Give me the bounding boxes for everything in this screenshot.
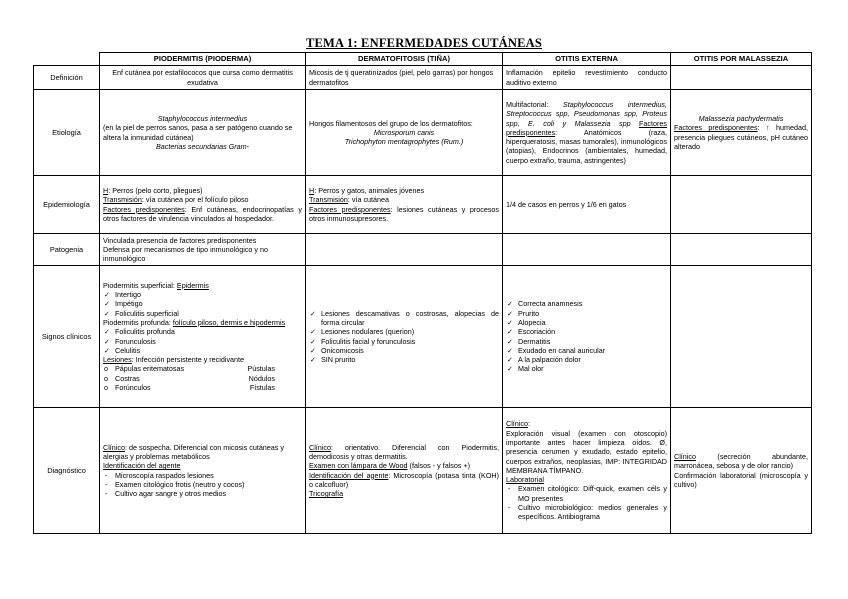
list-item: ✓ Exudado en canal auricular	[506, 346, 667, 355]
mal-fp-text: : ↑ humedad, presencia pliegues cutáneos, pH cutáneo alterado	[674, 123, 809, 151]
list-item: ✓ Onicomicosis	[309, 346, 499, 355]
lesion-a: o Forúnculos	[115, 382, 151, 392]
list-item: ✓ Intertigo	[103, 290, 302, 299]
derma-signos-list	[309, 309, 499, 365]
epidemiologia-piodermitis	[100, 176, 306, 234]
otitis-signos-list	[506, 299, 667, 373]
derma-h-label: H	[309, 185, 315, 195]
diagnostico-piodermitis	[100, 408, 306, 534]
pio-lesiones-label: Lesiones	[103, 355, 132, 365]
list-item	[103, 383, 302, 392]
list-item: ✓ Correcta anamnesis	[506, 299, 667, 308]
header-otitis-externa: OTITIS EXTERNA	[503, 53, 671, 66]
derma-dx-id-text: : Microscopía (potasa tinta (KOH) o calcofluor)	[309, 470, 499, 489]
list-item: ✓ Forunculosis	[103, 337, 302, 346]
list-item: ✓ Impétigo	[103, 299, 302, 308]
pio-prof-layer: folículo piloso, dermis e hipodermis	[172, 317, 286, 327]
comparison-table	[33, 52, 812, 534]
header-dermatofitosis: DERMATOFITOSIS (TIÑA)	[306, 53, 503, 66]
pio-tr-label: Transmisión	[103, 195, 142, 205]
mal-fp-label: Factores predisponentes	[674, 123, 758, 133]
patogenia-piodermitis	[100, 234, 306, 266]
etiologia-piodermitis	[100, 90, 306, 176]
pio-etiology-text: (en la piel de perros sanos, pasa a ser patógeno cuando se altera la inmunidad cutánea)	[103, 123, 293, 142]
row-epidemiologia	[34, 176, 812, 234]
row-label-definicion: Definición	[34, 66, 100, 90]
mal-dx-clinico-text: (secreción abundante, marronácea, sebosa y de olor rancio)	[674, 451, 808, 471]
row-patogenia	[34, 234, 812, 266]
otitis-dx-lab-list	[506, 484, 667, 521]
row-etiologia	[34, 90, 812, 176]
signos-otitis	[503, 266, 671, 408]
pio-fp-label: Factores predisponentes	[103, 204, 185, 214]
pio-lesiones-text: : Infección persistente y recidivante	[131, 355, 245, 365]
list-item: ✓ Foliculitis profunda	[103, 327, 302, 336]
list-item	[103, 374, 302, 383]
etiologia-otitis	[503, 90, 671, 176]
derma-tr-text: : vía cutánea	[347, 195, 390, 205]
otitis-dx-lab-label: Laboratorial	[506, 475, 544, 485]
otitis-multifactorial: Multifactorial:	[506, 99, 549, 109]
epidemiologia-otitis: 1/4 de casos en perros y 1/6 en gatos	[503, 176, 671, 234]
list-item: ✓ Celulitis	[103, 346, 302, 355]
header-otitis-malassezia: OTITIS POR MALASSEZIA	[671, 53, 812, 66]
derma-etiology-text: Hongos filamentosos del grupo de los dermatofitos:	[309, 118, 473, 128]
diagnostico-malassezia	[671, 408, 812, 534]
derma-species-2: Trichophyton mentagrophytes (Rum.)	[344, 137, 464, 147]
pio-prof-lead: Piodermitis profunda:	[103, 317, 173, 327]
derma-dx-clinico-text: : orientativo. Diferencial con Piodermitis, demodicosis y otras dermatitis.	[309, 442, 499, 461]
header-piodermitis: PIODERMITIS (PIODERMA)	[100, 53, 306, 66]
mal-species: Malassezia pachydermatis	[698, 113, 784, 123]
lesion-b: Pústulas	[247, 364, 275, 374]
etiologia-malassezia	[671, 90, 812, 176]
mal-dx-clinico-label: Clínico	[674, 451, 696, 461]
otitis-dx-clinico-text: Exploración visual (examen con otoscopio) importante antes hacer limpieza oídos. Ø, presencia cerumen y exudado, estado epitelio, cuerpos extraños, neoplasias, IMP: INTEGRIDAD MEMBRANA TÍMPANO.	[506, 428, 667, 475]
list-item: - Examen citológico frotis (neutro y cocos)	[103, 480, 302, 489]
etiologia-dermatofitosis	[306, 90, 503, 176]
pio-tr-text: : vía cutánea por el folículo piloso	[141, 195, 249, 205]
pio-dx-id-label: Identificación del agente	[103, 461, 181, 471]
list-item: ✓ Foliculitis superficial	[103, 309, 302, 318]
list-item: ✓ Foliculitis facial y forunculosis	[309, 337, 499, 346]
list-item: - Examen citológico: Diff-quick, examen céls y MO presentes	[506, 484, 667, 503]
derma-dx-clinico-label: Clínico	[309, 442, 331, 452]
pio-dx-clinico-label: Clínico	[103, 442, 125, 452]
list-item: ✓ A la palpación dolor	[506, 355, 667, 364]
lesion-a: o Pápulas eritematosas	[115, 364, 185, 374]
mal-dx-confirmacion: Confirmación laboratorial (microscopía y cultivo)	[674, 470, 808, 489]
list-item: ✓ Escoriación	[506, 327, 667, 336]
list-item: ✓ Alopecia	[506, 318, 667, 327]
list-item: ✓ Dermatitis	[506, 337, 667, 346]
list-item: ✓ SIN prurito	[309, 355, 499, 364]
pio-prof-list	[103, 327, 302, 355]
derma-dx-wood-label: Examen con lámpara de Wood	[309, 461, 408, 471]
definicion-malassezia	[671, 66, 812, 90]
derma-fp-text: : lesiones cutáneas y procesos otros inmunosupresores.	[309, 204, 499, 223]
pio-sup-list	[103, 290, 302, 318]
pio-patogenia-2: Defensa por mecanismos de tipo inmunológico y no inmunológico	[103, 244, 269, 264]
derma-h-text: : Perros y gatos, animales jóvenes	[314, 185, 425, 195]
derma-fp-label: Factores predisponentes	[309, 204, 391, 214]
diagnostico-dermatofitosis	[306, 408, 503, 534]
derma-tr-label: Transmisión	[309, 195, 348, 205]
signos-malassezia	[671, 266, 812, 408]
pio-fp-text: : Enf cutáneas, endocrinopatías y otros factores de virulencia vinculados al hospedador.	[103, 204, 302, 223]
row-label-diagnostico: Diagnóstico	[34, 408, 100, 534]
corner-cell	[34, 53, 100, 66]
otitis-dx-clinico-label: Clínico	[506, 419, 528, 429]
patogenia-otitis	[503, 234, 671, 266]
list-item: - Cultivo agar sangre y otros medios	[103, 489, 302, 498]
derma-species-1: Microsporum canis	[373, 127, 435, 137]
list-item: ✓ Prurito	[506, 309, 667, 318]
otitis-dx-colon: :	[527, 419, 530, 429]
row-diagnostico	[34, 408, 812, 534]
signos-dermatofitosis	[306, 266, 503, 408]
row-label-signos: Signos clínicos	[34, 266, 100, 408]
signos-piodermitis	[100, 266, 306, 408]
lesion-b: Fístulas	[249, 382, 275, 392]
definicion-otitis: Inflamación epitelio revestimiento conducto auditivo externo	[503, 66, 671, 90]
row-label-patogenia: Patogenia	[34, 234, 100, 266]
list-item	[103, 364, 302, 373]
row-signos	[34, 266, 812, 408]
derma-dx-wood-text: (falsos - y falsos +)	[407, 461, 471, 471]
list-item: - Cultivo microbiológico: medios generales y específicos. Antibiograma	[506, 503, 667, 522]
otitis-fp-text: : Anatómicos (raza, hiperqueratosis, masas tumorales), inmunológicos (atopias), Endocrinos (ambientales, humedad, cuerpo extraño, trauma, astringentes)	[506, 127, 667, 165]
list-item: ✓ Lesiones descamativas o costrosas, alopecias de forma circular	[309, 309, 499, 328]
pio-species: Staphylococcus intermedius	[157, 113, 248, 123]
pio-patogenia-1: Vinculada presencia de factores predisponentes	[103, 235, 257, 245]
pio-sup-lead: Piodermitis superficial:	[103, 280, 177, 290]
epidemiologia-dermatofitosis	[306, 176, 503, 234]
row-label-epidemiologia: Epidemiología	[34, 176, 100, 234]
lesion-a: o Costras	[115, 373, 140, 383]
header-row	[34, 53, 812, 66]
derma-dx-id-label: Identificación del agente	[309, 470, 389, 480]
definicion-piodermitis: Enf cutánea por estafilococos que cursa como dermatitis exudativa	[100, 66, 306, 90]
row-label-etiologia: Etiología	[34, 90, 100, 176]
epidemiologia-malassezia	[671, 176, 812, 234]
list-item: ✓ Mal olor	[506, 364, 667, 373]
definicion-dermatofitosis: Micosis de tj queratinizados (piel, pelo garras) por hongos dermatofitos	[306, 66, 503, 90]
patogenia-dermatofitosis	[306, 234, 503, 266]
pio-h-label: H	[103, 185, 109, 195]
pio-dx-list	[103, 471, 302, 499]
diagnostico-otitis	[503, 408, 671, 534]
otitis-species: Staphylococcus intermedius, Streptococcus spp, Pseudomonas spp, Proteus spp, E. coli y Malassezia spp	[506, 99, 667, 128]
pio-dx-clinico-text: : de sospecha. Diferencial con micosis cutáneas y alergias y problemas metabólicos	[103, 442, 284, 461]
patogenia-malassezia	[671, 234, 812, 266]
list-item: - Microscopía raspados lesiones	[103, 471, 302, 480]
list-item: ✓ Lesiones nodulares (querion)	[309, 327, 499, 336]
pio-secondary: Bacterias secundarias Gram-	[155, 141, 250, 151]
page-title: TEMA 1: ENFERMEDADES CUTÁNEAS	[305, 36, 543, 50]
pio-lesiones-list	[103, 364, 302, 392]
row-definicion	[34, 66, 812, 90]
lesion-b: Nódulos	[248, 373, 275, 383]
otitis-fp-label: Factores predisponentes	[506, 118, 668, 137]
pio-h-text: : Perros (pelo corto, pliegues)	[108, 185, 203, 195]
pio-sup-layer: Epidermis	[176, 280, 209, 290]
derma-dx-tricografia: Tricografía	[309, 489, 344, 499]
